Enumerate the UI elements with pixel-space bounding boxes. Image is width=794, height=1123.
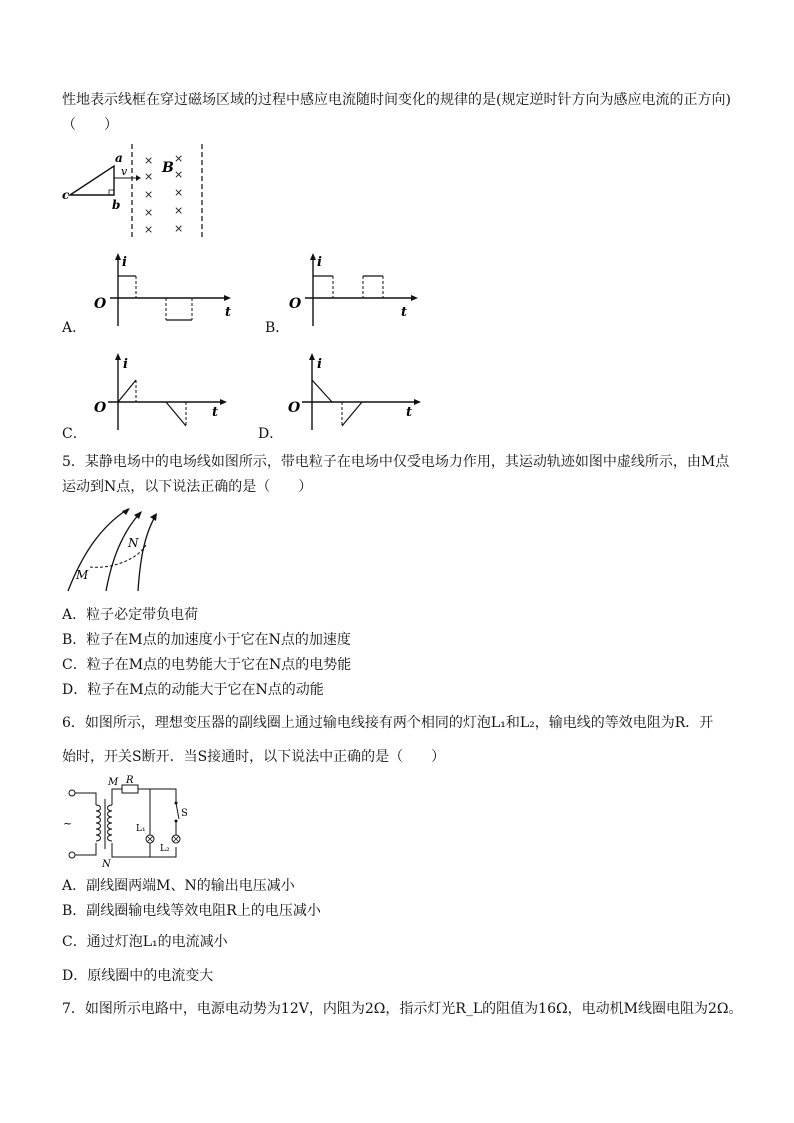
svg-text:×: ×: [144, 223, 154, 236]
resistor-R: [122, 785, 138, 793]
q5-option-b[interactable]: B．粒子在M点的加速度小于它在N点的加速度: [62, 632, 351, 648]
svg-text:×: ×: [144, 170, 154, 183]
q4-graph-b: [285, 250, 435, 330]
q5-option-c[interactable]: C．粒子在M点的电势能大于它在N点的电势能: [62, 657, 352, 673]
field-line-2: [106, 513, 140, 591]
axis-label-t: t: [406, 405, 413, 420]
q4-option-c-label[interactable]: C．: [62, 426, 87, 442]
origin-label: O: [289, 296, 302, 312]
primary-coil: [96, 805, 101, 841]
origin-label: O: [94, 400, 107, 416]
q4-option-b-label[interactable]: B．: [265, 320, 290, 336]
q6-option-a[interactable]: A．副线圈两端M、N的输出电压减小: [62, 878, 295, 894]
q6-circuit-figure: [60, 775, 195, 867]
svg-text:×: ×: [174, 186, 184, 199]
triangle-frame: [70, 166, 114, 195]
label-S: S: [181, 808, 188, 819]
axis-label-t: t: [225, 305, 232, 320]
label-M: M: [76, 568, 89, 582]
q6-stem-line2: 始时，开关S断开．当S接通时，以下说法中正确的是（ ）: [62, 749, 446, 765]
q4-frame-figure: [60, 142, 210, 242]
q7-stem-line1: 7．如图所示电路中，电源电动势为12V，内阻为2Ω，指示灯光R_L的阻值为16Ω，电动机M线圈电阻为2Ω。: [62, 1001, 743, 1017]
q5-stem-line2: 运动到N点，以下说法正确的是（ ）: [62, 479, 313, 495]
input-terminal-top: [69, 790, 75, 796]
q4-option-d-label[interactable]: D．: [258, 426, 284, 442]
axis-label-t: t: [212, 405, 219, 420]
label-N: N: [128, 536, 139, 550]
svg-text:×: ×: [174, 222, 184, 235]
graph-d-rising-segment: [342, 402, 362, 426]
origin-label: O: [94, 296, 107, 312]
graph-d-falling-segment: [312, 380, 332, 402]
q4-stem-line1: 性地表示线框在穿过磁场区域的过程中感应电流随时间变化的规律的是(规定逆时针方向为感应电流的正方向): [62, 92, 731, 108]
q6-option-d[interactable]: D．原线圈中的电流变大: [62, 968, 214, 984]
label-v: v: [121, 165, 128, 178]
input-terminal-bottom: [69, 852, 75, 858]
right-angle-mark: [109, 190, 114, 195]
label-a: a: [115, 151, 123, 165]
label-N: N: [102, 859, 111, 867]
svg-text:×: ×: [144, 188, 154, 201]
label-c: c: [62, 188, 70, 202]
axis-label-t: t: [401, 305, 408, 320]
q6-option-b[interactable]: B．副线圈输电线等效电阻R上的电压减小: [62, 903, 321, 919]
q4-stem-line2: （ ）: [62, 117, 118, 133]
q4-graph-a: [90, 250, 240, 330]
axis-label-i: i: [317, 357, 322, 372]
label-b: b: [112, 198, 121, 212]
q6-option-c[interactable]: C．通过灯泡L₁的电流减小: [62, 934, 228, 950]
label-R: R: [126, 775, 134, 786]
q5-option-a[interactable]: A．粒子必定带负电荷: [62, 607, 199, 623]
label-M: M: [108, 777, 119, 788]
q5-stem-line1: 5．某静电场中的电场线如图所示，带电粒子在电场中仅受电场力作用，其运动轨迹如图中虚线所示，由M点: [62, 454, 730, 470]
axis-label-i: i: [122, 255, 127, 270]
axis-label-i: i: [317, 255, 322, 270]
q4-graph-d: [282, 350, 432, 435]
secondary-coil: [108, 805, 113, 841]
q5-field-figure: [60, 505, 170, 595]
origin-label: O: [288, 400, 301, 416]
svg-text:×: ×: [174, 152, 184, 165]
svg-text:×: ×: [144, 206, 154, 219]
q4-graph-c: [88, 350, 238, 435]
label-L1: L₁: [136, 824, 146, 834]
q4-option-a-label[interactable]: A．: [62, 320, 87, 336]
svg-text:×: ×: [144, 154, 154, 167]
switch-S[interactable]: [176, 803, 179, 819]
graph-c-rising-segment: [118, 380, 136, 402]
graph-c-falling-segment: [166, 402, 186, 426]
label-L2: L₂: [160, 844, 170, 854]
q6-stem-line1: 6．如图所示，理想变压器的副线圈上通过输电线接有两个相同的灯泡L₁和L₂，输电线的等效电阻为R．开: [62, 715, 714, 731]
axis-label-i: i: [123, 357, 128, 372]
q5-option-d[interactable]: D．粒子在M点的动能大于它在N点的动能: [62, 682, 324, 698]
svg-text:×: ×: [174, 204, 184, 217]
field-line-3: [138, 515, 156, 591]
svg-text:×: ×: [174, 168, 184, 181]
label-B: B: [162, 160, 174, 176]
ac-source-symbol: ~: [63, 817, 73, 830]
velocity-arrow-head: [136, 175, 141, 181]
